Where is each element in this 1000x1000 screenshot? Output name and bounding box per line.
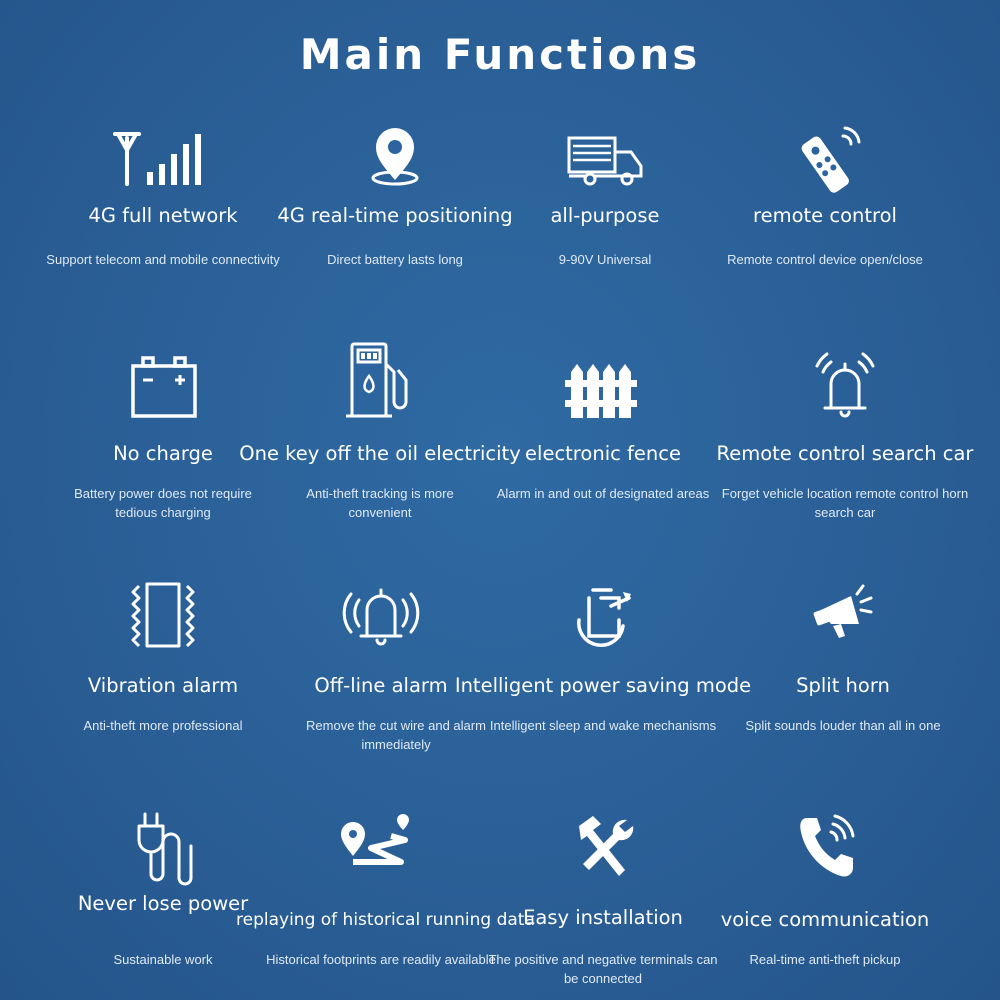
feature-desc: Remove the cut wire and alarm immediately (306, 718, 486, 752)
page-title: Main Functions (299, 30, 701, 79)
feature-vibration-alarm (38, 580, 288, 733)
feature-desc: 9-90V Universal (558, 252, 652, 267)
feature-desc: Historical footprints are readily available (266, 952, 496, 967)
power-plug-icon (113, 812, 213, 882)
truck-icon (555, 128, 655, 198)
alarm-bell-icon (795, 350, 895, 420)
feature-name: voice communication (720, 908, 930, 931)
feature-desc: Support telecom and mobile connectivity (46, 252, 280, 267)
feature-name: electronic fence (525, 442, 681, 465)
feature-split-horn (718, 580, 968, 733)
feature-never-lose-power (38, 812, 288, 967)
feature-name: Split horn (796, 674, 890, 697)
antenna-signal-icon (113, 128, 213, 198)
feature-electronic-fence (478, 358, 728, 501)
feature-no-charge (38, 350, 288, 520)
feature-easy-installation (478, 812, 728, 986)
tools-icon (553, 812, 653, 882)
feature-name: Never lose power (77, 892, 249, 915)
feature-name: No charge (113, 442, 213, 465)
feature-name: replaying of historical running data (236, 910, 535, 930)
phone-call-icon (775, 812, 875, 882)
feature-desc: Intelligent sleep and wake mechanisms (489, 718, 717, 733)
route-map-icon (331, 812, 431, 882)
feature-name: Remote control search car (716, 442, 974, 465)
feature-power-saving (454, 580, 752, 733)
location-pin-icon (345, 128, 445, 198)
feature-desc: The positive and negative terminals can be connected (488, 952, 718, 986)
feature-name: Off-line alarm (314, 674, 448, 697)
feature-remote-control (700, 128, 950, 267)
feature-name: remote control (753, 204, 897, 227)
feature-desc: Battery power does not require tedious charging (74, 486, 252, 520)
feature-all-purpose (480, 128, 730, 267)
vibration-icon (113, 580, 213, 650)
ringing-bell-icon (331, 580, 431, 650)
feature-desc: Remote control device open/close (727, 252, 923, 267)
fuel-pump-icon (330, 340, 430, 420)
feature-name: Easy installation (523, 906, 683, 929)
feature-desc: Anti-theft tracking is more convenient (306, 486, 454, 520)
battery-icon (113, 350, 213, 420)
feature-desc: Split sounds louder than all in one (745, 718, 941, 733)
feature-name: 4G real-time positioning (277, 204, 513, 227)
feature-name: all-purpose (550, 204, 660, 227)
megaphone-icon (793, 580, 893, 650)
feature-name: One key off the oil electricity (239, 442, 521, 465)
feature-historical-data (236, 812, 535, 967)
feature-desc: Anti-theft more professional (83, 718, 243, 733)
feature-desc: Sustainable work (113, 952, 213, 967)
feature-name: Vibration alarm (87, 674, 239, 697)
feature-name: 4G full network (88, 204, 238, 227)
feature-desc: Real-time anti-theft pickup (749, 952, 901, 967)
feature-offline-alarm (256, 580, 506, 752)
feature-desc: Direct battery lasts long (327, 252, 463, 267)
remote-control-icon (775, 128, 875, 198)
feature-remote-search-car (716, 350, 974, 520)
feature-oil-electricity (239, 340, 521, 520)
feature-4g-network (38, 128, 288, 267)
feature-name: Intelligent power saving mode (454, 674, 752, 697)
fence-icon (553, 358, 653, 428)
battery-cycle-icon (553, 580, 653, 650)
feature-desc: Alarm in and out of designated areas (496, 486, 710, 501)
feature-voice-communication (700, 812, 950, 967)
feature-desc: Forget vehicle location remote control horn search car (721, 486, 969, 520)
